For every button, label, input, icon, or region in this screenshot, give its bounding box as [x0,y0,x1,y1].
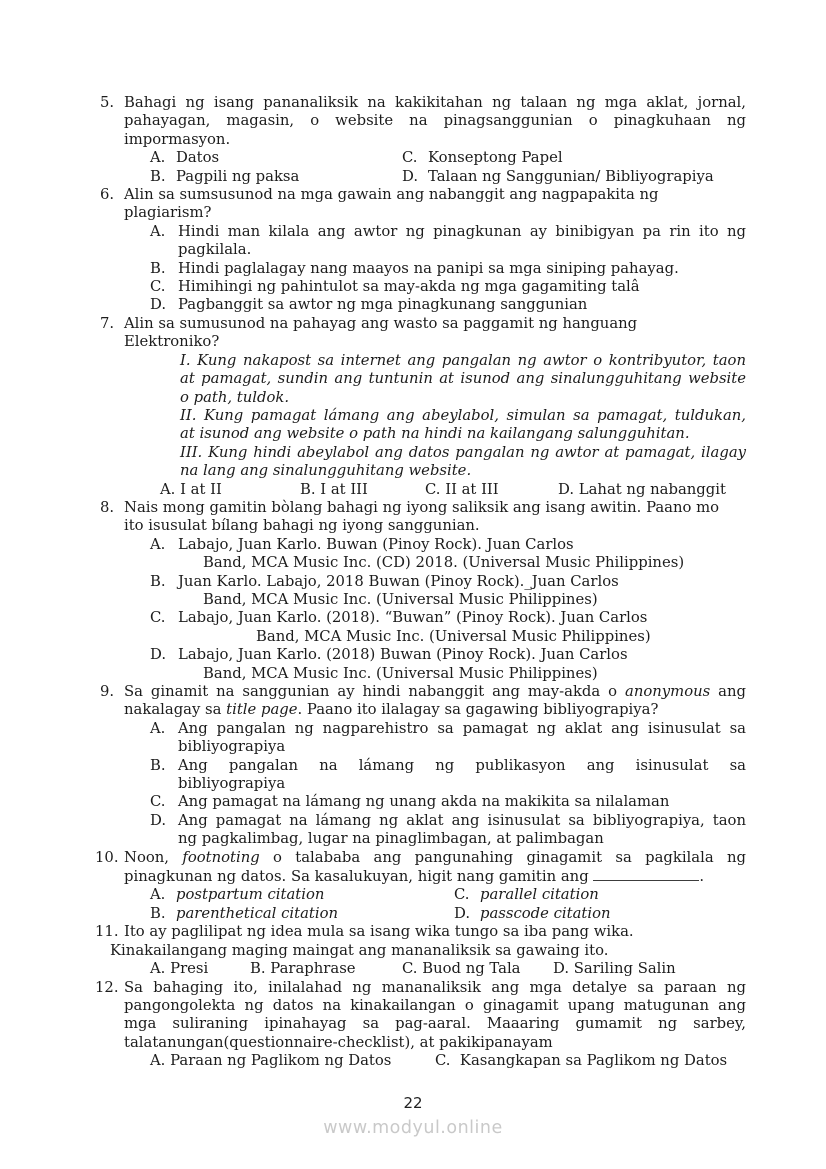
option-letter: D. [402,167,419,185]
question-7 [100,315,746,499]
option-letter: A. [150,222,166,240]
option-c [402,149,746,167]
option-b [150,168,402,186]
question-text-line: pahayagan, magasin, o website na pinagsanggunian o pinagkuhaan ng [124,112,746,130]
question-text-line: Nais mong gamitin bòlang bahagi ng iyong saliksik ang isang awitin. Paano mo [124,498,720,516]
option-continuation-line: Band, MCA Music Inc. (Universal Music Philippines) [203,590,598,608]
option-letter: A. [150,535,166,553]
question-text: . Paano ito ilalagay sa gagawing bibliyograpiya? [297,701,659,719]
option-d [150,812,746,849]
question-text-line: mga suliraning ipinahayag sa pag-aaral. Maaaring gumamit ng sarbey, [124,1015,746,1033]
question-text: Sa ginamit na sanggunian ay hindi nabanggit ang may-akda o [124,683,626,700]
option-citation-line: Labajo, Juan Karlo. (2018) Buwan (Pinoy Rock). Juan Carlos [178,646,628,664]
option-label: Paraan ng Paglikom ng Datos [170,1052,392,1070]
question-text-line: Bahagi ng isang pananaliksik na kakikitahan ng talaan ng mga aklat, jornal, [124,94,746,111]
option-label: parenthetical citation [176,904,339,922]
question-11 [95,923,746,978]
option-a [150,1052,435,1070]
option-label-line: Ang pangalan na lámang ng publikasyon ang isinusulat sa [178,756,746,774]
question-text-line: ito isusulat bílang bahagi ng iyong sanggunian. [124,517,480,535]
option-letter: C. [150,793,166,811]
question-text-line: plagiarism? [124,204,212,222]
option-letter: B. [150,572,166,590]
option-c [150,793,746,811]
options [124,223,746,315]
option-letter: B. [150,904,166,922]
questions-list [95,94,747,1071]
option-label: Lahat ng nabanggit [578,480,726,498]
option-a [150,536,746,573]
option-continuation-line: Band, MCA Music Inc. (CD) 2018. (Universal Music Philippines) [203,554,685,572]
option-d [150,646,746,683]
option-d [150,296,746,314]
option-citation-line: Labajo, Juan Karlo. (2018). “Buwan” (Pinoy Rock). Juan Carlos [178,609,648,627]
option-label: I at III [320,480,368,498]
option-letter: D. [553,960,570,978]
question-text: nakalagay sa [124,701,227,719]
option-letter: D. [150,811,167,829]
option-a [150,223,746,260]
option-label: Himihingi ng pahintulot sa may-akda ng mga gagamiting talâ [178,278,640,296]
statement-line: na lang ang sinalungguhitang website. [180,462,472,480]
question-text-line: Sa bahaging ito, inilalahad ng mananaliksik ang mga detalye sa paraan ng [124,978,746,996]
option-label: I at II [180,480,222,498]
option-label-line: bibliyograpiya [178,738,286,756]
option-label: Kasangkapan sa Paglikom ng Datos [459,1052,728,1070]
option-continuation-line: Band, MCA Music Inc. (Universal Music Philippines) [203,664,598,682]
option-a [150,886,454,904]
question-number: 9. [100,683,115,700]
option-letter: B. [250,960,266,978]
option-a [160,481,300,499]
question-text-line: Kinakailangang maging maingat ang mananaliksik sa gawaing ito. [110,941,609,959]
statement-line: III. Kung hindi abeylabol ang datos pangalan ng awtor at pamagat, ilagay [180,443,746,461]
question-8 [100,499,746,683]
option-label-line: Ang pamagat na lámang ng aklat ang isinusulat sa bibliyograpiya, taon [178,811,746,829]
option-c [435,1052,727,1070]
option-label-line: Ang pangalan ng nagparehistro sa pamagat ng aklat ang isinusulat sa [178,719,746,737]
option-c [454,886,746,904]
question-number: 11. [95,923,119,941]
options [124,536,746,683]
question-number: 5. [100,94,115,111]
question-9 [100,683,746,849]
option-d [558,481,726,499]
option-letter: A. [150,719,166,737]
option-b [150,905,454,923]
option-letter: B. [150,756,166,774]
option-label-line: Hindi man kilala ang awtor ng pinagkunan ay binibigyan pa rin ito ng [178,222,746,240]
option-letter: D. [150,296,167,314]
option-citation-line: Juan Karlo. Labajo, 2018 Buwan (Pinoy Rock)._Juan Carlos [178,572,619,590]
question-text-line: Ito ay paglilipat ng idea mula sa isang wika tungo sa iba pang wika. [124,923,634,941]
option-label-line: pagkilala. [178,241,252,259]
options [124,149,746,186]
option-b [300,481,425,499]
question-10 [95,848,747,924]
option-letter: D. [150,646,167,664]
fill-in-blank-line [593,867,699,881]
option-letter: D. [558,480,575,498]
question-text-italic: title page [226,701,298,719]
option-label: Presi [170,960,209,978]
option-letter: B. [300,480,316,498]
question-5 [100,94,746,186]
option-label: Konseptong Papel [428,149,563,167]
option-letter: D. [454,904,471,922]
statement-line: at isunod ang website o path na hindi na kailangang salungguhitan. [180,425,690,443]
question-text-italic: anonymous [625,683,711,700]
option-label: Pagpili ng paksa [176,167,300,185]
question-number: 6. [100,186,115,204]
question-text-line [124,701,746,719]
option-label-line: ng pagkalimbag, lugar na pinaglimbagan, at palimbagan [178,830,604,848]
option-citation-line: Labajo, Juan Karlo. Buwan (Pinoy Rock). Juan Carlos [178,535,574,553]
option-d [553,960,676,978]
question-number: 8. [100,498,115,516]
option-letter: C. [150,609,166,627]
question-text-line [124,867,746,886]
question-text: . [699,868,705,886]
question-number: 12. [95,978,119,996]
question-text: pinagkunan ng datos. Sa kasalukuyan, higit nang gamitin ang [124,868,589,886]
option-letter: C. [435,1052,451,1070]
question-12 [95,978,746,1071]
question-text-line: impormasyon. [124,130,231,148]
option-b [150,757,746,794]
question-text-line: Alin sa sumusunod na pahayag ang wasto sa paggamit ng hanguang [124,314,638,332]
option-label: parallel citation [480,886,599,904]
option-letter: A. [150,149,166,167]
statements [124,352,746,481]
statement-line: at pamagat, sundin ang tuntunin at isunod ang sinalungguhitang website [180,370,746,388]
option-letter: C. [402,149,418,167]
question-text-line: talatanungan(questionnaire-checklist), at pakikipanayam [124,1033,553,1051]
option-letter: B. [150,259,166,277]
question-text-line: Elektroniko? [124,333,220,351]
option-letter: C. [150,278,166,296]
option-label: Datos [176,149,220,167]
option-a [150,960,250,978]
options [124,481,746,499]
option-letter: C. [425,480,441,498]
option-label: passcode citation [480,904,611,922]
statement-line: II. Kung pamagat lámang ang abeylabol, simulan sa pamagat, tuldukan, [180,406,746,424]
question-text-line: Alin sa sumsusunod na mga gawain ang nabanggit ang nagpapakita ng [124,186,659,204]
question-text-line: pangongolekta ng datos na kinakailangan o ginagamit upang matugunan ang [124,996,746,1014]
option-label: Ang pamagat na lámang ng unang akda na makikita sa nilalaman [178,793,670,811]
option-continuation-line: Band, MCA Music Inc. (Universal Music Philippines) [256,627,651,645]
option-b [150,260,746,278]
option-label: Sariling Salin [573,960,676,978]
option-label: Paraphrase [270,960,356,978]
question-text: Noon, [124,848,183,866]
option-c [425,481,558,499]
question-number: 10. [95,848,119,866]
question-text-line [124,849,746,867]
option-label: Pagbanggit sa awtor ng mga pinagkunang sanggunian [178,296,588,314]
option-letter: C. [454,886,470,904]
option-letter: A. [150,960,166,978]
option-a [150,720,746,757]
option-label-line: bibliyograpiya [178,775,286,793]
question-text: o talababa ang pangunahing ginagamit sa pagkilala ng [259,848,747,866]
option-letter: C. [402,960,418,978]
option-label: II at III [445,480,499,498]
option-b [250,960,402,978]
options [124,886,746,923]
page-number: 22 [403,1094,423,1112]
option-label: postpartum citation [176,886,325,904]
option-b [150,573,746,610]
option-d [454,905,746,923]
options [124,1052,746,1070]
options [124,720,746,849]
option-letter: B. [150,167,166,185]
option-label: Talaan ng Sanggunian/ Bibliyograpiya [428,167,714,185]
question-text-line [124,683,746,701]
question-number: 7. [100,314,115,332]
option-c [150,609,746,646]
statement-line: o path, tuldok. [180,388,290,406]
option-letter: A. [150,886,166,904]
option-a [150,149,402,167]
option-c [150,278,746,296]
option-c [402,960,553,978]
question-text: ang [710,683,746,700]
option-label: Hindi paglalagay nang maayos na panipi sa mga siniping pahayag. [178,259,679,277]
watermark: www.modyul.online [323,1118,503,1138]
question-text-italic: footnoting [182,848,260,866]
option-d [402,168,746,186]
question-6 [100,186,746,315]
option-letter: A. [160,480,176,498]
statement-line: I. Kung nakapost sa internet ang pangalan ng awtor o kontribyutor, taon [180,351,746,369]
option-letter: A. [150,1052,166,1070]
options [124,960,746,978]
option-label: Buod ng Tala [422,960,521,978]
